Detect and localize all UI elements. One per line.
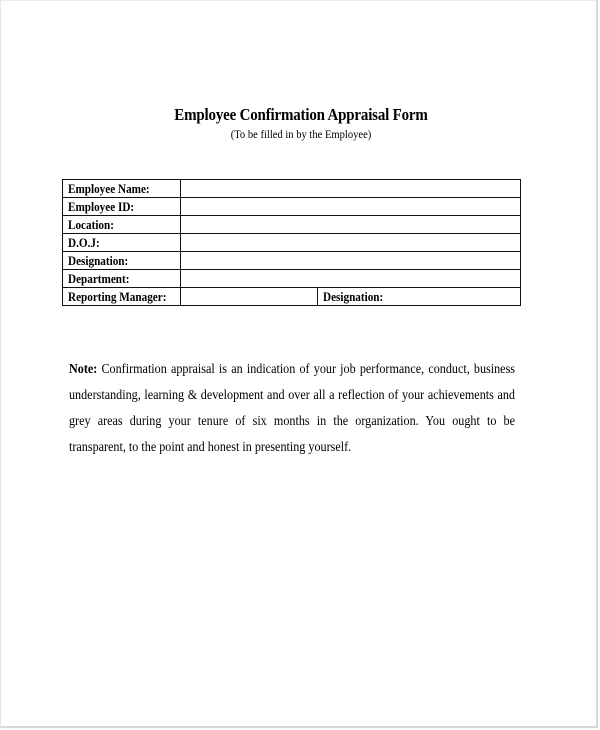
form-title: Employee Confirmation Appraisal Form [174, 105, 428, 124]
manager-designation-label: Designation: [323, 289, 384, 304]
doj-field[interactable] [181, 234, 521, 252]
table-row [63, 234, 521, 252]
field-label: Employee ID: [63, 198, 181, 216]
note-label: Note: [69, 362, 98, 377]
designation-field[interactable] [181, 252, 521, 270]
note-text: Confirmation appraisal is an indication of your job performance, conduct, business understanding, learning & development and over all a reflection of your achievements and grey areas during your tenure of six months in the organization. You ought to be transparent, to the point and honest in presenting yourself. [69, 362, 516, 455]
table-row [63, 216, 521, 234]
employee-name-field[interactable] [181, 180, 521, 198]
employee-id-field[interactable] [181, 198, 521, 216]
note-paragraph [69, 357, 515, 461]
field-label: Reporting Manager: [63, 288, 181, 306]
department-field[interactable] [181, 270, 521, 288]
table-row [63, 252, 521, 270]
field-label: Department: [63, 270, 181, 288]
field-label: Employee Name: [63, 180, 181, 198]
field-label: Location: [63, 216, 181, 234]
field-label: Designation: [63, 252, 181, 270]
reporting-manager-field[interactable] [181, 288, 318, 306]
location-field[interactable] [181, 216, 521, 234]
table-row [63, 288, 521, 306]
field-label: D.O.J: [63, 234, 181, 252]
employee-details-table [62, 179, 521, 306]
table-row [63, 198, 521, 216]
table-row [63, 270, 521, 288]
table-row [63, 180, 521, 198]
form-subtitle: (To be filled in by the Employee) [230, 127, 372, 141]
manager-designation-cell[interactable] [318, 288, 521, 306]
